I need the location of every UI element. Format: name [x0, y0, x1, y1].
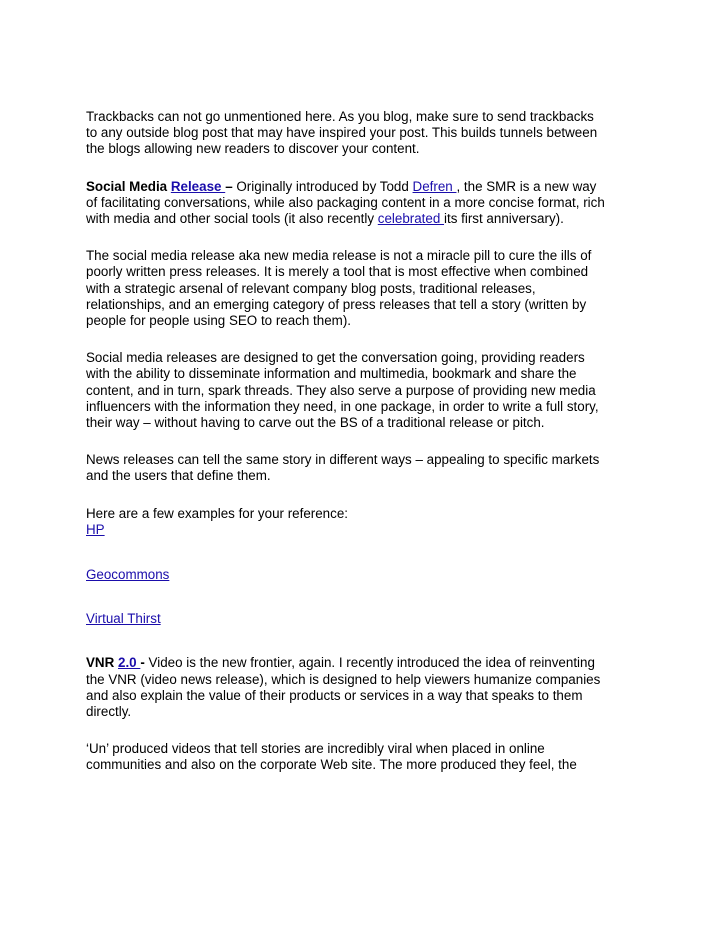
text-line: ‘Un’ produced videos that tell stories are incredibly viral when placed in online — [86, 741, 545, 757]
text-line: with the ability to disseminate information and multimedia, bookmark and share the — [86, 366, 577, 382]
text-line: with a strategic arsenal of relevant company blog posts, traditional releases, — [86, 280, 536, 296]
paragraph-social-media-release — [86, 179, 656, 228]
vnr-dash: - — [140, 655, 145, 671]
hp-link[interactable]: HP — [86, 521, 105, 537]
paragraph-vnr — [86, 655, 656, 720]
geocommons-link[interactable]: Geocommons — [86, 567, 170, 583]
text-line — [86, 211, 656, 227]
paragraph-miracle-pill — [86, 248, 656, 329]
text-line: News releases can tell the same story in different ways – appealing to specific markets — [86, 452, 600, 468]
example-geocommons — [86, 567, 656, 583]
smr-text: Originally introduced by Todd — [232, 178, 413, 194]
text-line: influencers with the information they need, in one package, in order to write a full story, — [86, 398, 599, 414]
text-line: Social media releases are designed to get the conversation going, providing readers — [86, 350, 585, 366]
smr-heading: Social Media — [86, 178, 171, 194]
text-line: and the users that define them. — [86, 468, 271, 484]
paragraph-news-releases — [86, 452, 656, 484]
text-line: communities and also on the corporate Web site. The more produced they feel, the — [86, 757, 577, 773]
smr-text: , the SMR is a new way — [456, 178, 597, 194]
vnr-2-0-link[interactable]: 2.0 — [118, 655, 141, 671]
example-virtual-thirst — [86, 611, 656, 627]
text-line: Trackbacks can not go unmentioned here. As you blog, make sure to send trackbacks — [86, 109, 594, 124]
text-line: the blogs allowing new readers to discover your content. — [86, 141, 420, 157]
vnr-text: Video is the new frontier, again. I recently introduced the idea of reinventing — [144, 655, 595, 671]
smr-dash: – — [225, 178, 233, 194]
text-line: to any outside blog post that may have inspired your post. This builds tunnels between — [86, 125, 598, 141]
virtual-thirst-link[interactable]: Virtual Thirst — [86, 611, 161, 627]
text-line: the VNR (video news release), which is designed to help viewers humanize companies — [86, 671, 601, 687]
paragraph-un-produced — [86, 741, 656, 773]
example-hp — [86, 522, 656, 538]
release-link[interactable]: Release — [170, 178, 226, 194]
paragraph-conversation — [86, 350, 656, 431]
text-line — [86, 179, 656, 195]
defren-link[interactable]: Defren — [412, 178, 457, 194]
text-line: people for people using SEO to reach them). — [86, 313, 351, 329]
text-line: content, and in turn, spark threads. They also serve a purpose of providing new media — [86, 382, 596, 398]
smr-text: with media and other social tools (it also recently — [86, 211, 378, 227]
paragraph-trackbacks — [86, 109, 656, 158]
document-page — [86, 109, 656, 774]
examples-intro: Here are a few examples for your reference: — [86, 505, 348, 521]
text-line: of facilitating conversations, while also packaging content in a more concise format, rich — [86, 194, 605, 210]
smr-text: its first anniversary). — [444, 211, 564, 227]
text-line: directly. — [86, 704, 132, 720]
text-line: relationships, and an emerging category of press releases that tell a story (written by — [86, 296, 587, 312]
text-line: poorly written press releases. It is merely a tool that is most effective when combined — [86, 264, 589, 280]
text-line — [86, 655, 656, 671]
text-line: The social media release aka new media release is not a miracle pill to cure the ills of — [86, 248, 592, 264]
text-line: and also explain the value of their products or services in a way that speaks to them — [86, 687, 583, 703]
text-line: their way – without having to carve out the BS of a traditional release or pitch. — [86, 415, 545, 431]
celebrated-link[interactable]: celebrated — [377, 211, 445, 227]
vnr-heading: VNR — [86, 655, 118, 671]
